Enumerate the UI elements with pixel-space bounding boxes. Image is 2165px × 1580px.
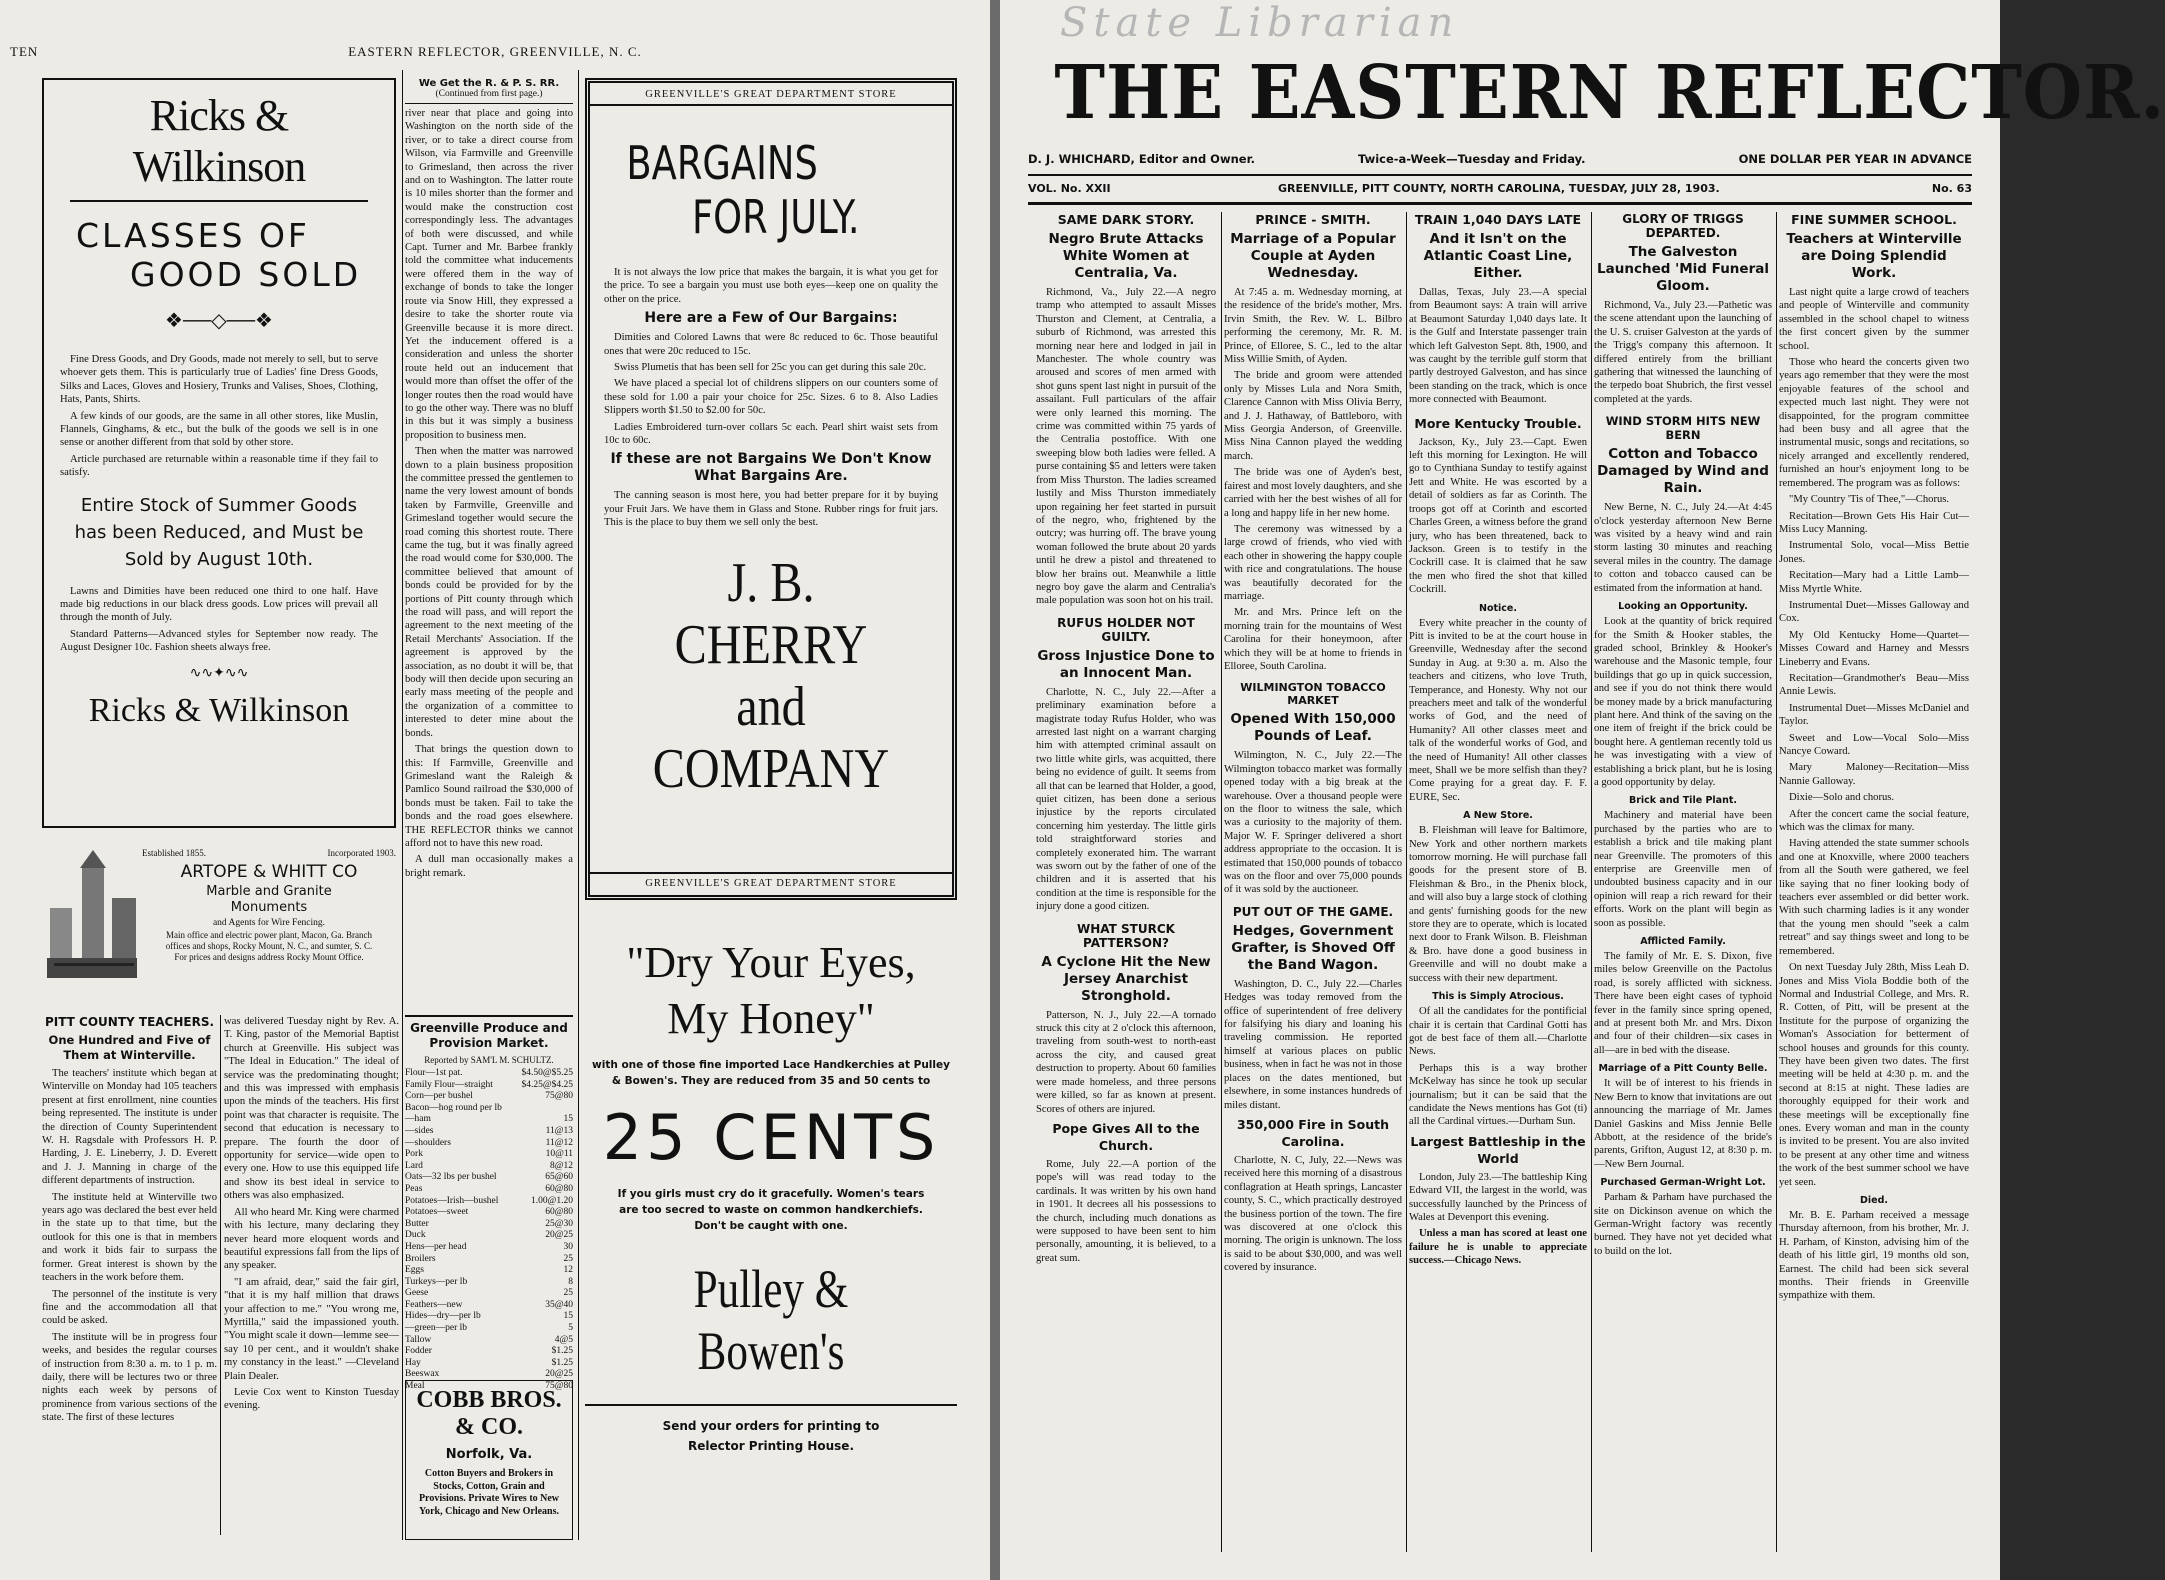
market-price: 25 [563, 1288, 573, 1299]
column-1 [1036, 212, 1216, 1552]
cherry-title-1: BARGAINS [626, 136, 818, 190]
market-row [405, 1219, 573, 1231]
article-paragraph: Perhaps this is a way brother McKelway has since he took up secular journalism; but it can be said that the candidate the News mentions has Got (ti) all the Cardinal virtues.—Durham Sun. [1409, 1062, 1587, 1128]
article-paragraph: All who heard Mr. King were charmed with his lecture, many declaring they never heard more eloquent words and beautiful expressions fall from the lips of any speaker. [224, 1206, 399, 1272]
ricks-name-footer: Ricks & Wilkinson [88, 691, 350, 729]
ricks-paragraph: A few kinds of our goods, are the same in all other stores, like Muslin, Flannels, Ginghams, & etc., but the bulk of the goods we sell is in one sense or another different from that sold by other store. [60, 410, 378, 449]
market-item: Peas [405, 1183, 423, 1194]
market-item: —ham [405, 1114, 431, 1125]
article-subtitle: Teachers at Winterville are Doing Splendid Work. [1786, 231, 1962, 281]
market-row [405, 1126, 573, 1138]
market-price: 8@12 [550, 1160, 573, 1171]
article-title: PITT COUNTY TEACHERS. [44, 1015, 215, 1029]
monument-image [42, 848, 142, 983]
market-item: Broilers [405, 1253, 436, 1264]
pitt-teachers-article-cont [224, 1015, 399, 1535]
market-price: 75@80 [545, 1091, 573, 1102]
market-item: Turkeys—per lb [405, 1276, 468, 1287]
market-row [405, 1230, 573, 1242]
ricks-paragraph: Article purchased are returnable within a reasonable time if they fail to satisfy. [60, 453, 378, 479]
cherry-name-2: and COMPANY [652, 675, 890, 800]
article-paragraph: Rome, July 22.—A portion of the pope's will was read today to the cardinals. It was written by his own hand in 1901. It decrees all his possessions to the church, including much donations as were supposed to have been sent to him personally, amounting, it is believed, to a great sum. [1036, 1158, 1216, 1264]
article-paragraph: Washington, D. C., July 22.—Charles Hedges was today removed from the office of superintendent of free delivery for falsifying his diary and loaning his traveling commission. He reported himself at various places on public business, when in fact he was not in those places on the dates mentioned, but elsewhere, in some instances hundreds of miles distant. [1224, 978, 1402, 1111]
pulley-headline: "Dry Your Eyes, My Honey" [626, 938, 916, 1043]
cherry-title-2: FOR JULY. [692, 190, 860, 244]
ricks-line-2: GOOD SOLD [130, 255, 362, 294]
article-paragraph: Richmond, Va., July 22.—A negro tramp who attempted to assault Misses Thurston and Clement, at Centralia, a suburb of Richmond, was arrested this morning near here and lodged in jail in Manchester. The whole country was aroused and scores of men armed with shot guns spent last night in pursuit of the assailant. Full particulars of the affair were only learned this morning. The crime was committed within 75 yards of the Centralia postoffice. With one sweeping blow both ladies were felled. A purse containing $5 and letters were taken from Miss Thurston. The ladies screamed lustily and Miss Thurston immediately upon regaining her feet started in pursuit of the negro, who, frightened by the outcry; was hurring off. The brave young woman followed the brute about 20 yards until he drew a pistol and threatened to blow her brains out. Meanwhile a little negro boy gave the alarm and Centralia's male population was soon hot on his trail. [1036, 287, 1216, 607]
market-row [405, 1080, 573, 1092]
market-item: —sides [405, 1125, 434, 1136]
article-paragraph: Levie Cox went to Kinston Tuesday evening. [224, 1386, 399, 1412]
artope-whitt-ad [42, 840, 396, 990]
cobb-bros-ad [405, 1380, 573, 1540]
article-title: PRINCE - SMITH. [1255, 212, 1371, 227]
program-item: Recitation—Grandmother's Beau—Miss Annie Lewis. [1779, 672, 1969, 698]
article-paragraph: Patterson, N. J., July 22.—A tornado struck this city at 2 o'clock this afternoon, traveling from south-west to north-east across the city, and caused great destruction to property. About 60 families were made homeless, and three persons were killed, so far as known at present. Scores of others are injured. [1036, 1009, 1216, 1115]
cobb-name: COBB BROS. & CO. [416, 1387, 562, 1440]
article-title: Died. [1860, 1195, 1888, 1206]
article-paragraph: Last night quite a large crowd of teachers and people of Winterville and community assembled in the school chapel to witness the first concert given by the summer school. [1779, 287, 1969, 352]
market-price: 10@11 [545, 1149, 573, 1160]
article-title: Looking an Opportunity. [1618, 601, 1748, 613]
ricks-name: Ricks & Wilkinson [132, 91, 306, 191]
article-subtitle: A Cyclone Hit the New Jersey Anarchist Stronghold. [1041, 953, 1211, 1004]
article-paragraph: The ceremony was witnessed by a large crowd of friends, who vied with each other in showering the happy couple with rice and congratulations. The house was beautifully decorated for the marriage. [1224, 523, 1402, 602]
article-paragraph: Look at the quantity of brick required for the Smith & Hooker stables, the graded school, Brinkley & Hooker's warehouse and the Masonic temple, four buildings that go up in quick succession, and see if you do not think there would be money made by a brick manufacturing plant here. And think of the saving on the one item of freight if the brick could be bought here. A gentleman recently told us he was investigating with a view of establishing a brick plant, but he is losing a good opportunity by delay. [1594, 616, 1772, 788]
market-item: Beeswax [405, 1369, 440, 1380]
market-price: 25 [563, 1253, 573, 1264]
cherry-ad [585, 78, 957, 900]
column-3 [1409, 212, 1587, 1552]
artope-tagline: Marble and Granite Monuments [206, 884, 332, 915]
market-price: 35@40 [545, 1299, 573, 1310]
ricks-bold-notice: Entire Stock of Summer Goods has been Reduced, and Must be Sold by August 10th. [74, 494, 364, 570]
market-item: Eggs [405, 1265, 424, 1276]
pulley-price: 25 CENTS [602, 1101, 940, 1174]
article-title: We Get the R. & P. S. RR. [418, 78, 560, 89]
market-item: Geese [405, 1288, 429, 1299]
market-price: 60@80 [545, 1183, 573, 1194]
article-paragraph: After the concert came the social feature, which was the climax for many. [1779, 808, 1969, 834]
dateline: GREENVILLE, PITT COUNTY, NORTH CAROLINA, TUESDAY, JULY 28, 1903. [1278, 182, 1720, 195]
article-paragraph: The family of Mr. E. S. Dixon, five miles below Greenville on the Pactolus road, is sorely afflicted with sickness. There have been eight cases of typhoid fever in the family since spring opened, and at present both Mr. and Mrs. Dixon and four of their children—six cases in all—are in bed with the disease. [1594, 951, 1772, 1056]
article-title: Brick and Tile Plant. [1628, 795, 1737, 807]
ricks-paragraph: Lawns and Dimities have been reduced one third to one half. Have made big reductions in our black dress goods. Low prices will prevail all through the month of July. [60, 585, 378, 624]
market-price: 25@30 [545, 1218, 573, 1229]
market-row [405, 1114, 573, 1126]
market-item: Fodder [405, 1346, 432, 1357]
market-item: —green—per lb [405, 1323, 467, 1334]
article-title: GLORY OF TRIGGS DEPARTED. [1622, 212, 1744, 240]
market-item: Duck [405, 1230, 426, 1241]
market-item: Lard [405, 1160, 423, 1171]
article-title: Notice. [1479, 602, 1517, 614]
ornament-icon: ❖──◇──❖ [165, 310, 273, 332]
article-paragraph: New Berne, N. C., July 24.—At 4:45 o'clock yesterday afternoon New Berne was visited by a heavy wind and rain storm lasting 30 minutes and reaching several miles in the country. The damage to cotton and tobacco caused can be estimated from the information at hand. [1594, 502, 1772, 594]
cherry-banner: GREENVILLE'S GREAT DEPARTMENT STORE [590, 89, 952, 106]
article-paragraph: London, July 23.—The battleship King Edward VII, the largest in the world, was successfully launched by the Princess of Wales at Devenport this evening. [1409, 1171, 1587, 1223]
cherry-paragraph: Swiss Plumetis that has been sell for 25c you can get during this sale 20c. [614, 362, 927, 374]
market-price-table [405, 1068, 573, 1393]
ricks-line-1: CLASSES OF [76, 216, 310, 255]
cherry-paragraph: The canning season is most here, you had better prepare for it by buying your Fruit Jars. We have them in Glass and Stone. Rubber rings for fruit jars. This is the place to buy them we sell only the best. [604, 490, 938, 529]
artope-name: ARTOPE & WHITT CO [180, 862, 358, 882]
market-row [405, 1138, 573, 1150]
market-row [405, 1346, 573, 1358]
article-paragraph: "I am afraid, dear," said the fair girl, "that it is my half million that draws your affection to me." "You wrong me, Myrtilla," said the impassioned youth. "You might scale it down—lemme see—say 10 per cent., and it wouldn't shake my constancy in the least." —Cleveland Plain Dealer. [224, 1276, 399, 1382]
article-subtitle: The Galveston Launched 'Mid Funeral Gloom. [1597, 244, 1769, 294]
cherry-subhead: Here are a Few of Our Bargains: [644, 310, 898, 327]
article-title: A New Store. [1463, 810, 1533, 822]
program-item: Sweet and Low—Vocal Solo—Miss Nancye Coward. [1779, 732, 1969, 757]
article-paragraph: Those who heard the concerts given two years ago remember that they were the most enjoyable features of the school and expected much last night. They were not disappointed, for the program committee had been busy and all agree that the instrumental music, songs and recitations, so nicely arranged and excellently rendered, furnished an hour's enjoyment long to be remembered. The program was as follows: [1779, 357, 1969, 489]
market-price: 15 [563, 1114, 573, 1125]
market-item: Pork [405, 1149, 423, 1160]
market-item: Bacon—hog round per lb [405, 1102, 502, 1113]
right-page [1000, 0, 2165, 1580]
article-paragraph: Charlotte, N. C., July 22.—After a preliminary examination before a magistrate today Rufus Holder, who was arrested last night on a warrant charging him with attempted criminal assault on two little white girls, was acquitted, there being no evidence of guilt. It seems from all that can be learned that Holder, a good, quiet citizen, has been done a serious injustice by the reports circulated concerning him yesterday. The little girls told straightforward stories and completely exonerated him. The warrant was sworn out by the father of one of the children and it is asserted that his condition at the time is responsible for the injury done a good citizen. [1036, 686, 1216, 913]
running-head: EASTERN REFLECTOR, GREENVILLE, N. C. [348, 44, 642, 59]
article-paragraph: Every white preacher in the county of Pitt is invited to be at the court house in Greenville, Wednesday after the second Sunday in Aug. at 9:30 a. m. Also the teachers and citizens, who love Truth, Temperance, and Honesty. Why not our preachers meet and talk of the wonderful works of God, and the need of Humanity? All other classes meet and talk of the wonderful works of God, and the need of Humanity! All other classes meet, Shall we be more selfish than they? Come praying for a great day. F. F. EURE, Sec. [1409, 617, 1587, 803]
volume-number: VOL. No. XXII [1028, 182, 1111, 195]
market-row [405, 1265, 573, 1277]
article-subtitle: Marriage of a Popular Couple at Ayden Wednesday. [1230, 231, 1396, 281]
cherry-paragraph: We have placed a special lot of childrens slippers on our counters some of these sold for 1.00 a pair your choice for 25c. Sizes. 6 to 8. Also Ladies Slippers worth $1.50 to $2.00 for 50c. [604, 378, 938, 417]
market-price: 8 [568, 1276, 573, 1287]
market-row [405, 1300, 573, 1312]
market-item: Flour—1st pat. [405, 1068, 463, 1078]
market-row [405, 1149, 573, 1161]
market-item: Tallow [405, 1334, 432, 1345]
article-title: Largest Battleship in the World [1410, 1133, 1586, 1166]
pulley-paragraph: If you girls must cry do it gracefully. Women's tears are too secred to waste on common handkerchiefs. Don't be caught with one. [617, 1188, 925, 1232]
printing-notice: Send your orders for printing to Relector Printing House. [662, 1419, 880, 1453]
market-price: 4@5 [554, 1334, 573, 1345]
market-item: Butter [405, 1218, 429, 1229]
market-row [405, 1323, 573, 1335]
ornament-icon: ∿∿✦∿∿ [189, 665, 249, 681]
program-item: Mary Maloney—Recitation—Miss Nannie Galloway. [1779, 762, 1969, 787]
ricks-paragraph: Fine Dress Goods, and Dry Goods, made not merely to sell, but to serve whoever gets them. This is particularly true of Ladies' fine Dress Goods, Silks and Laces, Gloves and Hosiery, Trunks and Valises, Shoes, Clothing, Hats, Pants, Shirts. [60, 354, 378, 406]
article-title: Pope Gives All to the Church. [1052, 1120, 1200, 1153]
market-item: Meal [405, 1381, 425, 1392]
article-title: More Kentucky Trouble. [1414, 415, 1582, 431]
pulley-paragraph: with one of those fine imported Lace Handkerchies at Pulley & Bowen's. They are reduced from 35 and 50 cents to [592, 1059, 950, 1087]
program-item: Instrumental Duet—Misses McDaniel and Taylor. [1779, 702, 1969, 728]
article-paragraph: That brings the question down to this: If Farmville, Greenville and Grimesland want the Raleigh & Pamlico Sound railroad the $30,000 of bonds must be taken. Fail to take the bonds and the road goes elsewhere. THE REFLECTOR thinks we cannot afford not to have this new road. [405, 744, 573, 849]
market-item: Hay [405, 1357, 421, 1368]
article-paragraph: Parham & Parham have purchased the site on Dickinson avenue on which the German-Wright factory was recently burned. They have not yet decided what to build on the lot. [1594, 1192, 1772, 1257]
article-paragraph: Charlotte, N. C, July, 22.—News was received here this morning of a disastrous conflagration at Heath springs, Lancaster county, S. C., which practically destroyed the business portion of the town. The fire was discovered at one o'clock this morning. The origin is unknown. The loss is said to be about $30,000, and was well covered by insurance. [1224, 1154, 1402, 1274]
cherry-paragraph: Dimities and Colored Lawns that were 8c reduced to 6c. Those beautiful ones that were 20c reduced to 15c. [604, 332, 938, 357]
market-item: Corn—per bushel [405, 1091, 473, 1102]
market-item: Feathers—new [405, 1299, 463, 1310]
market-price: 11@13 [545, 1125, 573, 1136]
program-item: Dixie—Solo and chorus. [1789, 792, 1895, 804]
article-subtitle: Opened With 150,000 Pounds of Leaf. [1230, 711, 1396, 745]
market-row [405, 1242, 573, 1254]
article-paragraph: Having attended the state summer schools and one at Knoxville, where 2000 teachers from all the South were gathered, we feel like saying that no finer looking body of teachers ever assembled or did better work. With such charming ladies is it any wonder that the young men should "seek a calm retreat" and say things sweet and long to be remembered. [1779, 838, 1969, 957]
article-subtitle: Hedges, Government Grafter, is Shoved Off the Band Wagon. [1231, 922, 1395, 973]
cherry-subhead: If these are not Bargains We Don't Know What Bargains Are. [610, 451, 932, 485]
ricks-paragraph: Standard Patterns—Advanced styles for September now ready. The August Designer 10c. Fashion sheets always free. [60, 628, 378, 654]
cherry-paragraph: Ladies Embroidered turn-over collars 5c each. Pearl shirt waist sets from 10c to 60c. [604, 421, 938, 447]
article-paragraph: Richmond, Va., July 23.—Pathetic was the scene attendant upon the launching of the U. S. cruiser Galveston at the yards of the Trigg's company this afternoon. It differed entirely from the brilliant gathering that witnessed the launching of the terpedo boat Shubrich, the first vessel completed at the yards. [1594, 300, 1772, 405]
article-subtitle: And it Isn't on the Atlantic Coast Line, Either. [1423, 231, 1573, 281]
article-paragraph: Mr. B. E. Parham received a message Thursday afternoon, from his brother, Mr. J. H. Parham, of Kinston, advising him of the death of his little girl, 19 months old son, Earnest. The child had been sick several months. Their friends in Greenville sympathize with them. [1779, 1210, 1969, 1302]
market-price: 15 [563, 1311, 573, 1322]
article-paragraph: The institute will be in progress four weeks, and besides the regular courses of instruction from 8:30 a. m. to 1 p. m. daily, there will be lectures two or three nights each week by persons of prominence from various sections of the state. The first of these lectures [42, 1331, 217, 1424]
masthead: THE EASTERN REFLECTOR. [1054, 50, 2165, 136]
page-number: TEN [10, 44, 39, 59]
article-title: SAME DARK STORY. [1057, 212, 1195, 227]
program-item: My Old Kentucky Home—Quartet—Misses Coward and Harney and Messrs Lineberry and Evans. [1779, 629, 1969, 668]
market-title: Greenville Produce and Provision Market. [410, 1021, 568, 1050]
market-price: 65@60 [545, 1172, 573, 1183]
cobb-description: Cotton Buyers and Brokers in Stocks, Cotton, Grain and Provisions. Private Wires to New York, Chicago and New Orleans. [418, 1468, 560, 1517]
cobb-city: Norfolk, Va. [445, 1447, 533, 1462]
article-title: Afflicted Family. [1640, 936, 1726, 948]
market-price: 20@25 [545, 1230, 573, 1241]
library-stamp: State Librarian [1060, 0, 1460, 46]
market-item: Potatoes—sweet [405, 1207, 469, 1218]
market-price: $4.50@$5.25 [521, 1068, 573, 1078]
market-item: Potatoes—Irish—bushel [405, 1195, 499, 1206]
article-paragraph: Jackson, Ky., July 23.—Capt. Ewen left this morning for Lexington. He will go to Cynthiana Sunday to testify against Jett and White. He was escorted by a detail of soldiers as far as Corinth. The troops got off at Corinth and escorted Charles Green, a witness before the grand jury, who has been threatened, back to Jackson. Green is to testify in the Cockrill case. It is claimed that he saw the men who fired the shot that killed Cockrill. [1409, 436, 1587, 596]
article-title: RUFUS HOLDER NOT GUILTY. [1057, 615, 1195, 644]
pulley-name: Pulley & Bowen's [693, 1259, 849, 1381]
article-title: Marriage of a Pitt County Belle. [1598, 1063, 1768, 1075]
market-price: $1.25 [551, 1357, 573, 1368]
market-row [405, 1311, 573, 1323]
issue-number: No. 63 [1931, 182, 1972, 195]
market-item: Family Flour—straight [405, 1079, 493, 1090]
market-row [405, 1335, 573, 1347]
article-title: 350,000 Fire in South Carolina. [1236, 1116, 1389, 1149]
concert-program [1779, 493, 1969, 805]
editor-line: D. J. WHICHARD, Editor and Owner. [1028, 152, 1255, 166]
cherry-paragraph: It is not always the low price that makes the bargain, it is what you get for the price. To see a bargain you must use both eyes—keep one on quality the other on the price. [604, 267, 938, 305]
market-row [405, 1091, 573, 1103]
program-item: "My Country 'Tis of Thee,"—Chorus. [1789, 494, 1950, 506]
pitt-teachers-article [42, 1015, 217, 1535]
market-row [405, 1068, 573, 1080]
market-row [405, 1254, 573, 1266]
column-2 [1224, 212, 1402, 1552]
market-row [405, 1207, 573, 1219]
article-paragraph: The personnel of the institute is very fine and the accommodation all that could be asked. [42, 1288, 217, 1327]
market-price: 75@80 [545, 1381, 573, 1392]
column-5 [1779, 212, 1969, 1552]
artope-agents: and Agents for Wire Fencing. [212, 918, 326, 928]
artope-offices: Main office and electric power plant, Macon, Ga. Branch offices and shops, Rocky Mount, N. C., and sumter, S. C. For prices and designs address Rocky Mount Office. [165, 930, 373, 962]
program-item: Instrumental Duet—Misses Galloway and Cox. [1779, 599, 1969, 625]
cherry-banner-bottom: GREENVILLE'S GREAT DEPARTMENT STORE [590, 872, 952, 889]
article-title: This is Simply Atrocious. [1432, 991, 1564, 1003]
market-item: —shoulders [405, 1137, 451, 1148]
market-price: 60@80 [545, 1207, 573, 1218]
article-title: TRAIN 1,040 DAYS LATE [1414, 212, 1582, 227]
article-paragraph: At 7:45 a. m. Wednesday morning, at the residence of the bride's mother, Mrs. Irvin Smith, the Rev. W. L. Bilbro performing the ceremony, Mr. R. M. Prince, of Elloree, S. C., led to the altar Miss Willie Smith, of Ayden. [1224, 287, 1402, 366]
left-page [0, 0, 990, 1580]
market-row [405, 1358, 573, 1370]
article-paragraph: Wilmington, N. C., July 22.—The Wilmington tobacco market was formally opened today with a big break at the warehouse. Over a thousand people were on the floor to witness the sale, which was a curiosity to the majority of them. Major W. F. Springer delivered a short address appropriate to the occasion. It is estimated that 150,000 pounds of tobacco was on the floor and over 75,000 pounds of it was sold by the auctioneer. [1224, 750, 1402, 896]
program-item: Recitation—Brown Gets His Hair Cut—Miss Lucy Manning. [1779, 510, 1969, 535]
article-paragraph: The institute held at Winterville two years ago was declared the best ever held in the state up to that time, but the outlook for this one is that in members and work it bids fair to surpass the former. Great interest is shown by the teachers in the work before them. [42, 1191, 218, 1284]
market-item: Oats—32 lbs per bushel [405, 1172, 497, 1183]
market-row [405, 1161, 573, 1173]
column-4 [1594, 212, 1772, 1552]
article-subtitle: Negro Brute Attacks White Women at Centralia, Va. [1048, 231, 1204, 281]
cherry-name-1: J. B. CHERRY [674, 551, 868, 676]
article-subtitle: Gross Injustice Done to an Innocent Man. [1037, 647, 1215, 681]
article-continued: (Continued from first page.) [435, 89, 543, 99]
article-paragraph: river near that place and going into Washington on the north side of the river, or to take a direct course from Wilson, via Farmville and Greenville to Grimesland, then across the river and on to Washington. The latter route is 10 miles shorter than the former and would make the construction cost correspondingly less. The advantages of both were discussed, and while Capt. Turner and Mr. Barbee frankly told the committee what inducements were offered them in the way of exchange of bonds to take the longer route via Snow Hill, they expressed a desire to take the shorter route via Greenville because it is more direct. Yet the inducement offered is a consideration and unless the shorter route held out an inducement that would more than offset the offer of the longer routes then the road would have to go the other way. There was no bluff in this but it was simply a business proposition to business men. [405, 108, 573, 441]
produce-market [405, 1015, 573, 1392]
market-row [405, 1184, 573, 1196]
program-item: Recitation—Mary had a Little Lamb—Miss Myrtle White. [1779, 570, 1969, 595]
article-paragraph: The teachers' institute which began at Winterville on Monday had 105 teachers present at first enrollment, nine counties being represented. The institute is under the direction of County Superintendent W. H. Ragsdale with Professors H. P. Harding, J. E. Lineberry, J. D. Everett and J. J. Manning in charge of the different departments of instruction. [42, 1068, 217, 1187]
market-row [405, 1103, 573, 1115]
market-row [405, 1277, 573, 1289]
market-price: 12 [563, 1265, 573, 1276]
market-item: Hens—per head [405, 1241, 467, 1252]
market-price: 5 [568, 1323, 573, 1334]
market-row [405, 1288, 573, 1300]
article-paragraph: A dull man occasionally makes a bright remark. [405, 854, 573, 879]
market-price: 20@25 [545, 1369, 573, 1380]
article-title: WILMINGTON TOBACCO MARKET [1240, 681, 1386, 708]
article-paragraph: Machinery and material have been purchased by the parties who are to establish a brick and tile making plant near Greenville. The promoters of this enterprise are Greenville men of undoubted business capacity and in our opinion will reap a rich reward for their efforts. Work on the plant will begin as soon as possible. [1594, 810, 1772, 929]
article-title: FINE SUMMER SCHOOL. [1791, 212, 1957, 227]
article-paragraph: was delivered Tuesday night by Rev. A. T. King, pastor of the Memorial Baptist church at Greenville. His subject was "The Ideal in Education." The ideal of service was the predominating thought; and this was impressed with emphasis upon the minds of the teachers. His first point was that character is requisite. The second that education is necessary to prepare. The fourth the door of opportunity for service—wide open to every one. How to use this equipped life and show its best ideal in service to others was also emphasized. [224, 1016, 399, 1202]
market-price: $1.25 [551, 1346, 573, 1357]
subscription-price: ONE DOLLAR PER YEAR IN ADVANCE [1738, 152, 1972, 166]
article-paragraph: Dallas, Texas, July 23.—A special from Beaumont says: A train will arrive at Beaumont Saturday 1,040 days late. It is the Gulf and Interstate passenger train which left Galveston Sept. 8th, 1900, and was caught by the terrible gulf storm that partly destroyed Galveston, and has since been standing on the track, which is once more connected with Beaumont. [1409, 287, 1587, 406]
article-paragraph: On next Tuesday July 28th, Miss Leah D. Jones and Miss Viola Boddie both of the Normal and Industrial College, and Mrs. R. R. Cotten, of Pitt, will be present at the Institute for the purpose of organizing the Woman's Association for betterment of school houses and grounds for this county. They have been given two dates. The first meeting will be held at 4:30 p. m. and the second at 8:15 at night. These ladies are thoroughly equipped for their work and these meetings will be exceptionally fine ones. Every woman and man in the county is invited to be present. You are also invited to be present at any other time and witness the work of the best summer school we have yet seen. [1779, 962, 1969, 1188]
railroad-article [405, 78, 573, 1008]
article-paragraph: Of all the candidates for the pontificial chair it is certain that Cardinal Gotti has got de best face of them all.—Charlotte News. [1409, 1006, 1587, 1058]
article-title: PUT OUT OF THE GAME. [1232, 904, 1394, 919]
market-price: 11@12 [545, 1137, 573, 1148]
market-item: Hides—dry—per lb [405, 1311, 481, 1322]
market-price: 1.00@1.20 [531, 1195, 573, 1206]
ricks-wilkinson-ad [42, 78, 396, 828]
frequency-line: Twice-a-Week—Tuesday and Friday. [1358, 152, 1586, 166]
article-title: Purchased German-Wright Lot. [1600, 1177, 1766, 1189]
article-subtitle: One Hundred and Five of Them at Winterville. [48, 1033, 211, 1062]
article-paragraph: The bride and groom were attended only by Misses Lula and Nora Smith, Clarence Cannon with Miss Olivia Berry, and J. J. Hathaway, of Battleboro, with Miss Georgia Anderson, of Greenville. Miss Nina Cannon played the wedding march. [1224, 370, 1402, 462]
pulley-bowen-ad [585, 915, 957, 1535]
market-row [405, 1196, 573, 1208]
artope-established: Established 1855. [142, 848, 206, 858]
market-price: $4.25@$4.25 [521, 1079, 573, 1090]
article-paragraph: The bride was one of Ayden's best, fairest and most lovely daughters, and she carried with her the best wishes of all for a long and happy life in her new home. [1224, 467, 1402, 519]
article-paragraph: Then when the matter was narrowed down to a plain business proposition the committee pressed the gentlemen to name the very lowest amount of bonds taken by Farmville, Greenville and Grimesland together would secure the road coming this shortest route. There came the tug, but it was finally agreed the road would come for $30,000. The committee believed that amount of bonds could be provided for by the portions of Pitt county through which the road will pass, and will report the agreement to the next meeting of the Retail Merchants' Association. If the agreement is approved by the association, as no doubt it will be, that body will then decide upon securing an early mass meeting of the people and the organization of a committee to interested to deter mine about the bonds. [405, 446, 573, 739]
article-paragraph: It will be of interest to his friends in New Bern to know that invitations are out announcing the marriage of Mr. James Daniel Gaskins and Miss Jennie Belle Abbott, at the residence of the bride's parents, Grifton, August 12, at 8:30 p. m.—New Bern Journal. [1594, 1078, 1772, 1170]
article-title: WHAT STURCK PATTERSON? [1077, 921, 1175, 950]
article-paragraph: Unless a man has scored at least one failure he is unable to appreciate success.—Chicago News. [1409, 1228, 1587, 1267]
artope-incorporated: Incorporated 1903. [327, 848, 396, 858]
market-reporter: Reported by SAM'L M. SCHULTZ. [424, 1055, 554, 1065]
page-gutter [990, 0, 1000, 1580]
market-row [405, 1172, 573, 1184]
article-subtitle: Cotton and Tobacco Damaged by Wind and Rain. [1597, 446, 1769, 497]
article-title: WIND STORM HITS NEW BERN [1605, 414, 1761, 443]
program-item: Instrumental Solo, vocal—Miss Bettie Jones. [1779, 540, 1969, 565]
market-price: 30 [563, 1241, 573, 1252]
article-paragraph: Mr. and Mrs. Prince left on the morning train for the mountains of West Carolina for their honeymoon, after which they will be at home to friends in Elloree, South Carolina. [1224, 607, 1402, 672]
article-paragraph: B. Fleishman will leave for Baltimore, New York and other northern markets tomorrow morning. He will purchase fall goods for the present store of B. Fleishman & Bro., in the Phenix block, and will also buy a large stock of clothing and gents' furnishing goods for the new store they are to operate, which is located next door to Frank Wilson. B. Fleishman & Bro. have done a good business in Greenville and will no doubt make a success with their new department. [1409, 825, 1587, 984]
